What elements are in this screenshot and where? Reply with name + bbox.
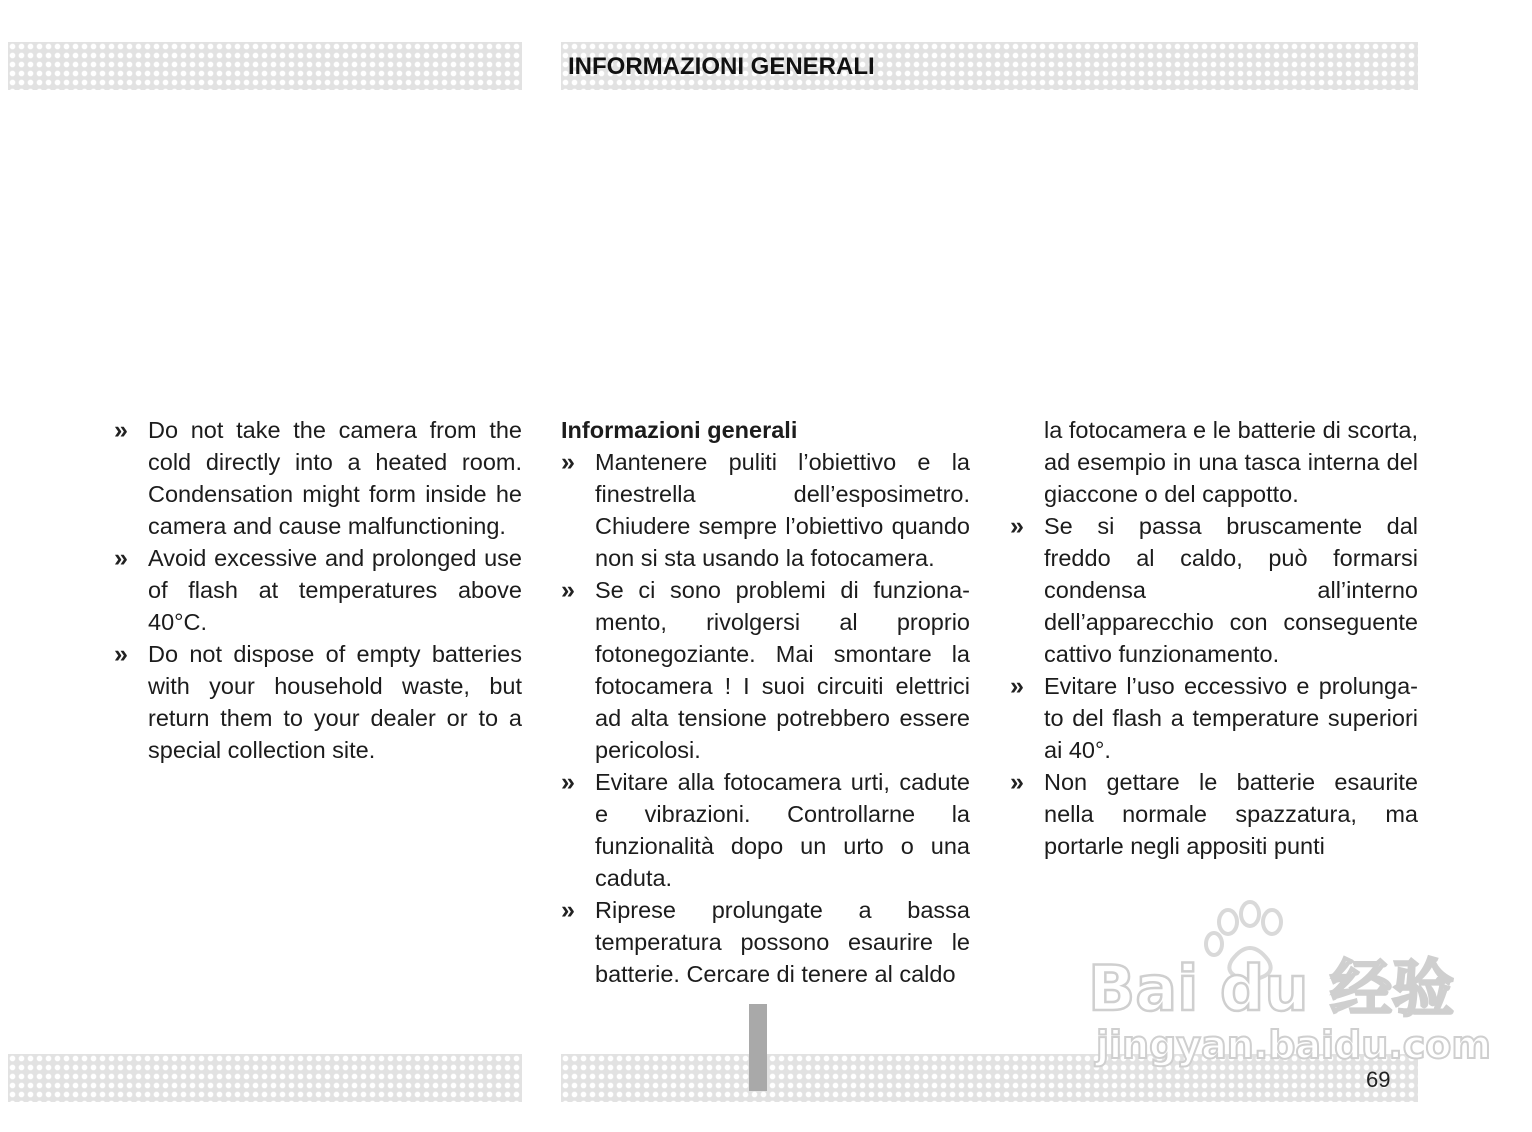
column-right: [1010, 414, 1418, 862]
bullet-marker: »: [1010, 672, 1024, 700]
list-item: [1010, 670, 1418, 766]
column-left: [114, 414, 522, 766]
continued-text: la fotocamera e le batterie di scorta, ad esempio in una tasca interna del giaccone o del cappotto.: [1044, 417, 1418, 507]
list-item: [114, 542, 522, 638]
page-number: 69: [1366, 1067, 1391, 1092]
footer-marker-bar: [749, 1004, 767, 1091]
watermark-logo: Bai du 经验: [1088, 952, 1455, 1025]
bullet-marker: »: [561, 576, 575, 604]
list-item: [114, 414, 522, 542]
list-item-text: Mantenere puliti l’obiettivo e la finestrella dell’esposimetro. Chiudere sempre l’obiettivo quando non si sta usando la fotocamera.: [595, 449, 970, 571]
list-item-text: Avoid excessive and prolonged use of flash at temperatures above 40°C.: [148, 545, 522, 635]
bullet-marker: »: [114, 544, 128, 572]
baidu-watermark: [1082, 900, 1491, 1070]
list-item-text: Non gettare le batterie esaurite nella normale spazzatura, ma portarle negli appositi punti: [1044, 769, 1418, 859]
list-item: [1010, 766, 1418, 862]
column-middle: [561, 414, 970, 990]
list-item-text: Riprese prolungate a bassa temperatura possono esaurire le batterie. Cercare di tenere al caldo: [595, 897, 970, 987]
bullet-marker: »: [114, 416, 128, 444]
page-title: INFORMAZIONI GENERALI: [568, 53, 875, 80]
list-item: [561, 766, 970, 894]
bullet-marker: »: [561, 448, 575, 476]
bullet-marker: »: [1010, 512, 1024, 540]
list-item-text: Do not take the camera from the cold directly into a heated room. Condensation might form inside he camera and cause malfunctioning.: [148, 417, 522, 539]
list-item: [561, 574, 970, 766]
list-item-text: Do not dispose of empty batteries with your household waste, but return them to your dealer or to a special collection site.: [148, 641, 522, 763]
watermark-url: jingyan.baidu.com: [1096, 1023, 1491, 1067]
list-item: [561, 446, 970, 574]
section-subtitle: Informazioni generali: [561, 417, 798, 443]
list-item-text: Evitare alla fotocamera urti, cadute e vibrazioni. Controllarne la funzionalità dopo un urto o una caduta.: [595, 769, 970, 891]
list-item-text: Se ci sono problemi di funziona-mento, rivolgersi al proprio fotonegoziante. Mai smontare la fotocamera ! I suoi circuiti elettrici ad alta tensione potrebbero essere pericolosi.: [595, 577, 970, 763]
bullet-marker: »: [114, 640, 128, 668]
list-item: [1010, 510, 1418, 670]
bullet-marker: »: [561, 768, 575, 796]
bullet-marker: »: [561, 896, 575, 924]
list-item: [114, 638, 522, 766]
list-item-text: Se si passa bruscamente dal freddo al caldo, può formarsi condensa all’interno dell’apparecchio con conseguente cattivo funzionamento.: [1044, 513, 1418, 667]
list-item: [561, 894, 970, 990]
footer-band-left: [8, 1054, 522, 1102]
header-band-left: [8, 42, 522, 90]
bullet-marker: »: [1010, 768, 1024, 796]
list-item-text: Evitare l’uso eccessivo e prolunga-to del flash a temperature superiori ai 40°.: [1044, 673, 1418, 763]
